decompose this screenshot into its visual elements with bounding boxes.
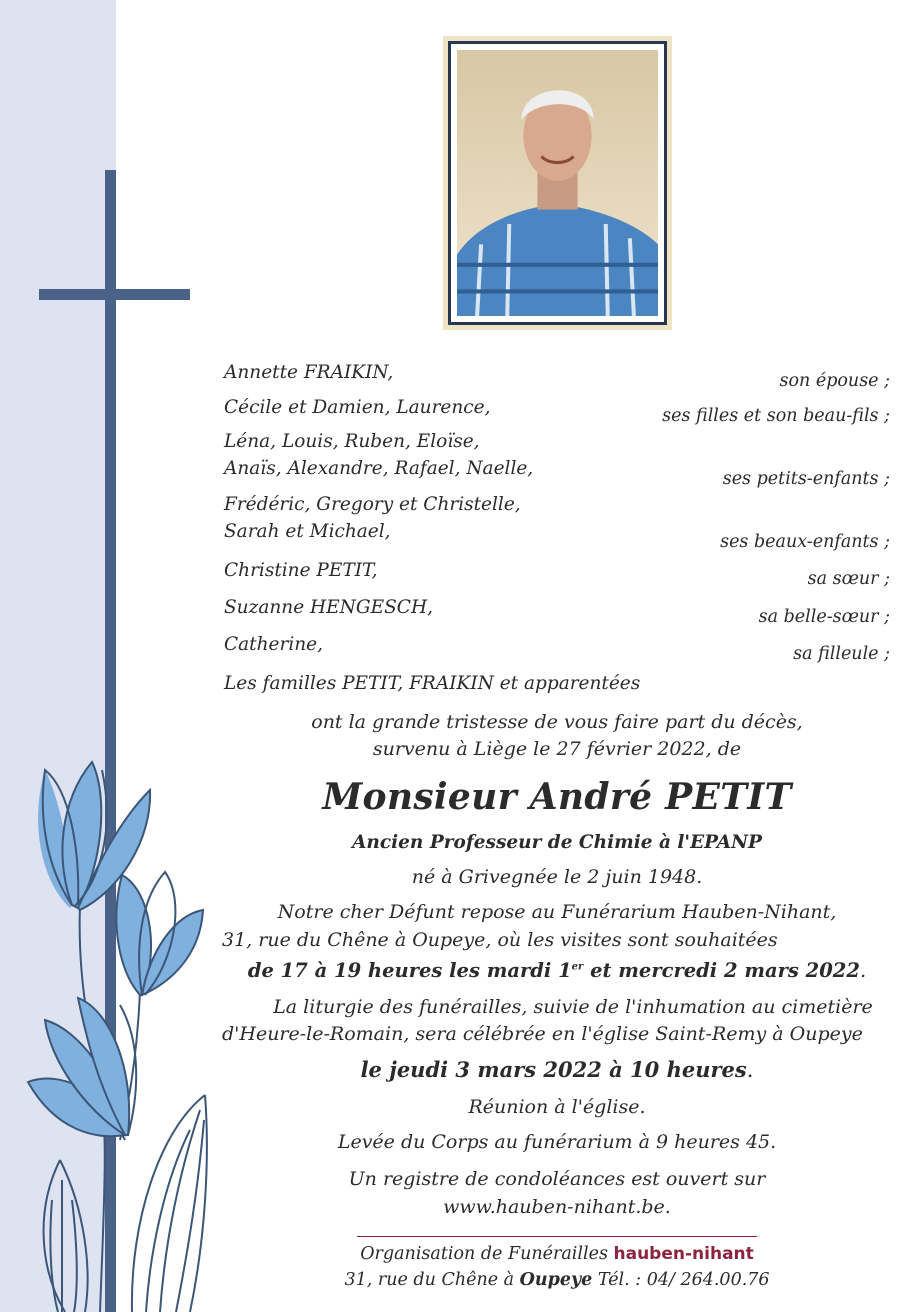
family-relation-goddaughter: sa filleule ; bbox=[793, 644, 890, 664]
visitation-line-2: 31, rue du Chêne à Oupeye, où les visites sont souhaitées bbox=[222, 929, 778, 951]
footer-organisation: Organisation de Funérailles hauben-nihant bbox=[360, 1244, 754, 1264]
family-name-daughters: Cécile et Damien, Laurence, bbox=[224, 397, 491, 418]
family-relation-spouse: son épouse ; bbox=[779, 371, 890, 391]
deceased-birth: né à Grivegnée le 2 juin 1948. bbox=[411, 866, 703, 888]
family-name-families: Les familles PETIT, FRAIKIN et apparentées bbox=[224, 673, 641, 694]
portrait-frame bbox=[443, 36, 672, 330]
announcement-line-1: ont la grande tristesse de vous faire part du décès, bbox=[311, 711, 803, 733]
family-name-grandchildren-1: Léna, Louis, Ruben, Eloïse, bbox=[224, 431, 480, 452]
funeral-line-1: La liturgie des funérailles, suivie de l'inhumation au cimetière bbox=[273, 996, 873, 1018]
announcement-line-2: survenu à Liège le 27 février 2022, de bbox=[372, 738, 742, 760]
funeral-levee: Levée du Corps au funérarium à 9 heures 45. bbox=[337, 1131, 777, 1153]
family-name-sister-in-law: Suzanne HENGESCH, bbox=[224, 597, 433, 618]
funeral-line-2: d'Heure-le-Romain, sera célébrée en l'église Saint-Remy à Oupeye bbox=[222, 1023, 863, 1045]
footer-address: 31, rue du Chêne à Oupeye Tél. : 04/ 264.00.76 bbox=[344, 1270, 770, 1290]
family-relation-sister-in-law: sa belle-sœur ; bbox=[758, 607, 890, 627]
family-name-spouse: Annette FRAIKIN, bbox=[224, 362, 394, 383]
family-name-sister: Christine PETIT, bbox=[224, 560, 378, 581]
family-name-stepchildren-1: Frédéric, Gregory et Christelle, bbox=[224, 494, 521, 515]
funeral-meeting: Réunion à l'église. bbox=[468, 1096, 646, 1118]
deceased-name: Monsieur André PETIT bbox=[322, 776, 792, 818]
portrait-photo bbox=[457, 50, 658, 316]
visitation-line-1: Notre cher Défunt repose au Funérarium Hauben-Nihant, bbox=[277, 901, 837, 923]
family-name-goddaughter: Catherine, bbox=[224, 634, 323, 655]
register-line-1: Un registre de condoléances est ouvert sur bbox=[348, 1168, 766, 1190]
family-relation-grandchildren: ses petits-enfants ; bbox=[722, 469, 890, 489]
family-name-grandchildren-2: Anaïs, Alexandre, Rafael, Naelle, bbox=[224, 458, 534, 479]
family-relation-sister: sa sœur ; bbox=[807, 569, 890, 589]
family-name-stepchildren-2: Sarah et Michael, bbox=[224, 521, 391, 542]
tulip-flowers-illustration bbox=[28, 762, 207, 1312]
footer-divider bbox=[357, 1236, 757, 1237]
register-website: www.hauben-nihant.be. bbox=[443, 1196, 671, 1218]
family-relation-stepchildren: ses beaux-enfants ; bbox=[720, 532, 890, 552]
visitation-times: de 17 à 19 heures les mardi 1er et mercredi 2 mars 2022. bbox=[247, 959, 867, 982]
funeral-date: le jeudi 3 mars 2022 à 10 heures. bbox=[360, 1057, 754, 1082]
family-relation-daughters: ses filles et son beau-fils ; bbox=[662, 406, 890, 426]
brand-logo: hauben-nihant bbox=[613, 1244, 754, 1264]
deceased-title: Ancien Professeur de Chimie à l'EPANP bbox=[352, 832, 762, 853]
